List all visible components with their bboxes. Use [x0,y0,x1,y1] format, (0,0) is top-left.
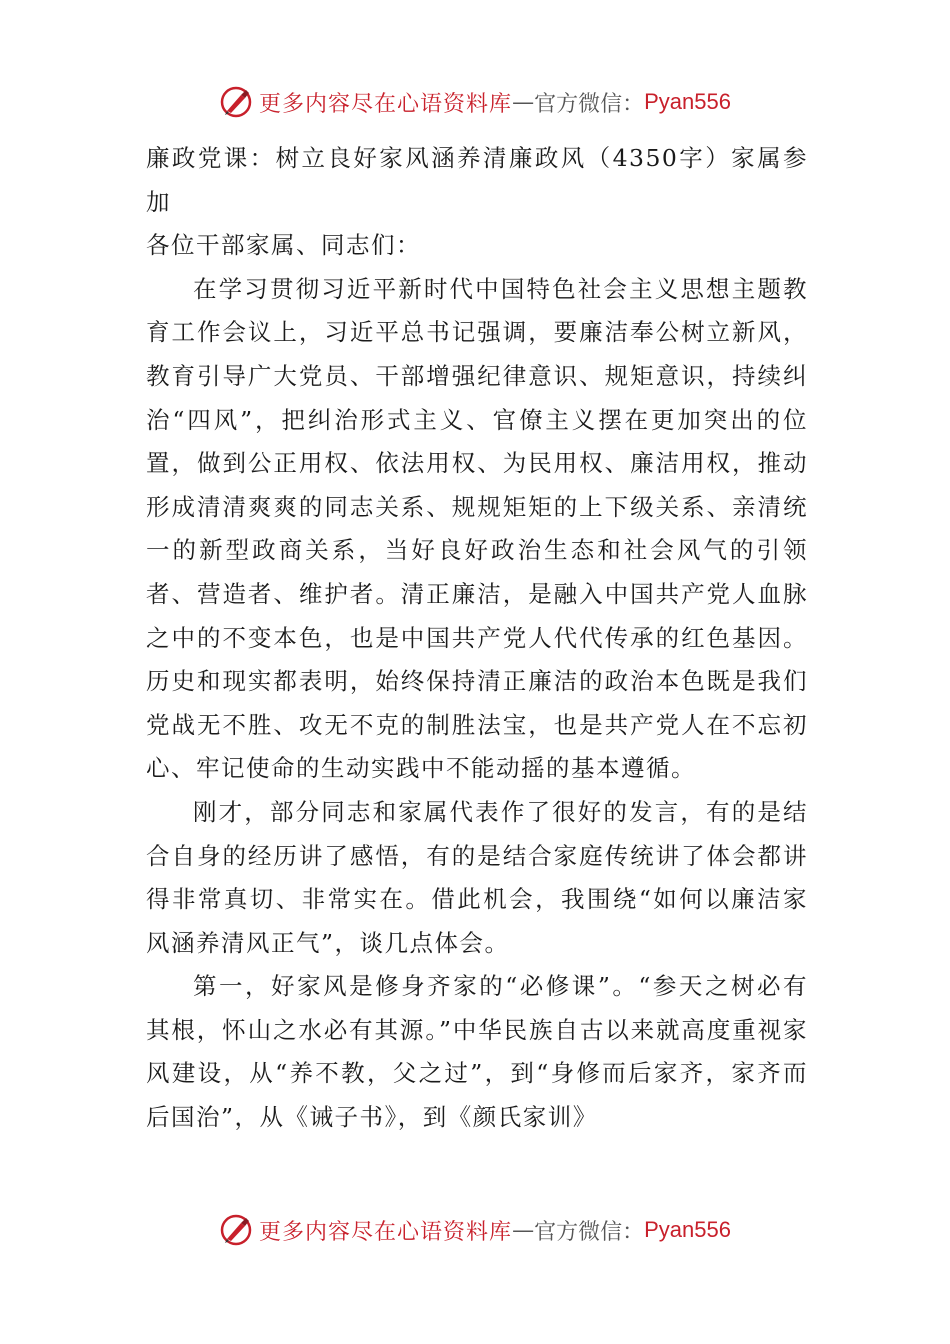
pen-logo-icon [219,85,253,119]
paragraph-3: 第一，好家风是修身齐家的“必修课”。“参天之树必有其根，怀山之水必有其源。”中华民族自古以来就高度重视家风建设，从“养不教，父之过”，到“身修而后家齐，家齐而后国治”，从《诫子书》，到《颜氏家训》 [146,972,808,1132]
watermark-sub-text: 官方微信： [534,91,645,117]
watermark-banner-bottom [0,1210,950,1250]
document-body [146,137,808,1140]
document-title: 廉政党课：树立良好家风涵养清廉政风（4350字）家属参加 [146,144,808,216]
paragraph-2: 刚才，部分同志和家属代表作了很好的发言，有的是结合自身的经历讲了感悟，有的是结合家庭传统讲了体会都讲得非常真切、非常实在。借此机会，我围绕“如何以廉洁家风涵养清风正气”，谈几点体会。 [146,797,808,957]
watermark-dash: — [512,1217,535,1243]
watermark-banner-top [0,82,950,122]
document-salutation: 各位干部家属、同志们： [146,231,421,260]
watermark-main-text: 更多内容尽在心语资料库 [259,91,513,117]
watermark-wechat-id: Pyan556 [644,1217,731,1242]
watermark-wechat-id: Pyan556 [644,89,731,114]
pen-logo-icon [219,1213,253,1247]
watermark-dash: — [512,89,535,115]
paragraph-1: 在学习贯彻习近平新时代中国特色社会主义思想主题教育工作会议上，习近平总书记强调，要廉洁奉公树立新风，教育引导广大党员、干部增强纪律意识、规矩意识，持续纠治“四风”，把纠治形式主义、官僚主义摆在更加突出的位置，做到公正用权、依法用权、为民用权、廉洁用权，推动形成清清爽爽的同志关系、规规矩矩的上下级关系、亲清统一的新型政商关系，当好良好政治生态和社会风气的引领者、营造者、维护者。清正廉洁，是融入中国共产党人血脉之中的不变本色，也是中国共产党人代代传承的红色基因。历史和现实都表明，始终保持清正廉洁的政治本色既是我们党战无不胜、攻无不克的制胜法宝，也是共产党人在不忘初心、牢记使命的生动实践中不能动摇的基本遵循。 [146,274,808,783]
watermark-main-text: 更多内容尽在心语资料库 [259,1219,513,1245]
watermark-sub-text: 官方微信： [534,1219,645,1245]
